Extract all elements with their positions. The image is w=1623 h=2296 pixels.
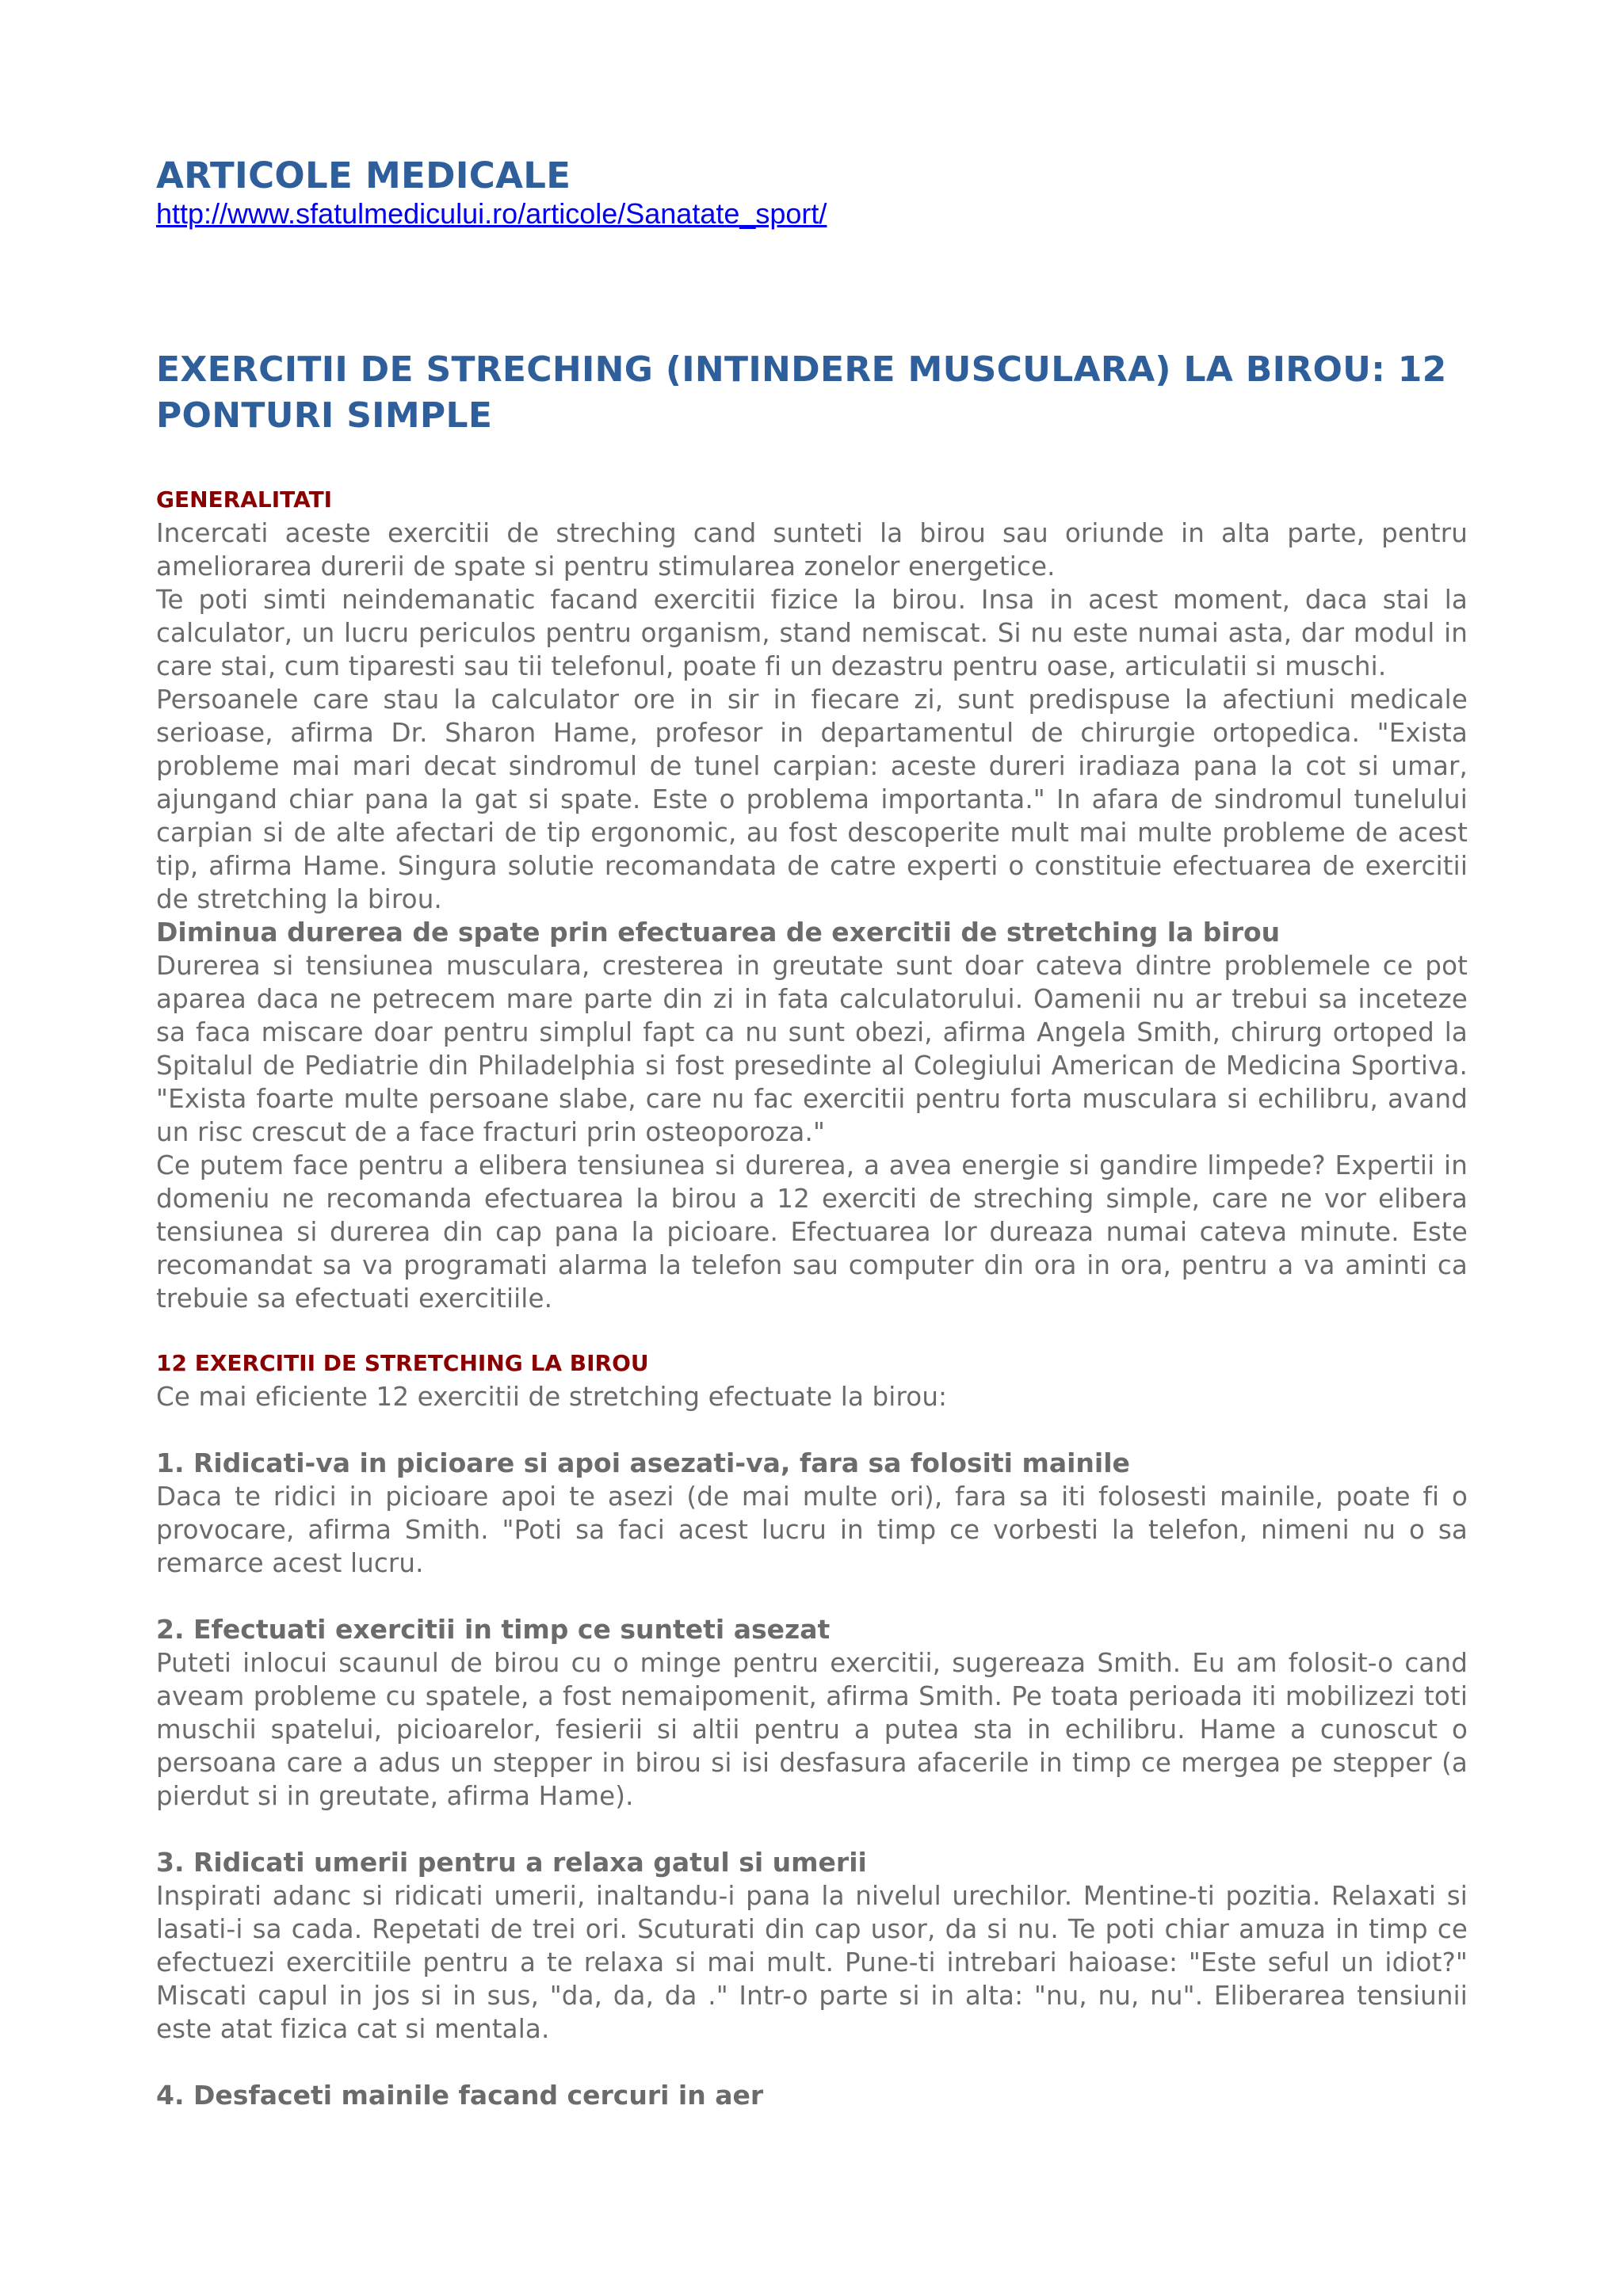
section-heading-generalitati: GENERALITATI [156,486,333,513]
paragraph: Incercati aceste exercitii de streching cand sunteti la birou sau oriunde in alta parte, pentru ameliorarea durerii de spate si pentru stimularea zonelor energetice. [156,518,1468,582]
paragraph: Te poti simti neindemanatic facand exercitii fizice la birou. Insa in acest moment, daca stai la calculator, un lucru periculos pentru organism, stand nemiscat. Si nu este numai asta, dar modul in care stai, cum tiparesti sau tii telefonul, poate fi un dezastru pentru oase, articulatii si muschi. [156,585,1468,681]
paragraph: Persoanele care stau la calculator ore in sir in fiecare zi, sunt predispuse la afectiuni medicale serioase, afirma Dr. Sharon Hame, profesor in departamentul de chirurgie ortopedica. "Exista probleme mai mari decat sindromul de tunel carpian: aceste dureri iradiaza pana la cot si umar, ajungand chiar pana la gat si spate. Este o problema importanta." In afara de sindromul tunelului carpian si de alte afectari de tip ergonomic, au fost descoperite mult mai multe probleme de acest tip, afirma Hame. Singura solutie recomandata de catre experti o constituie efectuarea de exercitii de stretching la birou. [156,685,1468,914]
exercise-title: 4. Desfaceti mainile facand cercuri in aer [156,2080,764,2111]
exercise-title: 3. Ridicati umerii pentru a relaxa gatul si umerii [156,1847,867,1878]
paragraph: Ce putem face pentru a elibera tensiunea si durerea, a avea energie si gandire limpede? Expertii in domeniu ne recomanda efectuarea la birou a 12 exerciti de streching simple, care ne vor elibera tensiunea si durerea din cap pana la picioare. Efectuarea lor dureaza numai cateva minute. Este recomandat sa va programati alarma la telefon sau computer din ora in ora, pentru a va aminti ca trebuie sa efectuati exercitiile. [156,1150,1468,1314]
site-url-link[interactable]: http://www.sfatulmedicului.ro/articole/Sanatate_sport/ [156,197,827,230]
site-title: ARTICOLE MEDICALE [156,154,571,196]
paragraph: Durerea si tensiunea musculara, cresterea in greutate sunt doar cateva dintre problemele ce pot aparea daca ne petrecem mare parte din zi in fata calculatorului. Oamenii nu ar trebui sa inceteze sa faca miscare doar pentru simplul fapt ca nu sunt obezi, afirma Angela Smith, chirurg ortoped la Spitalul de Pediatrie din Philadelphia si fost presedinte al Colegiului American de Medicina Sportiva. "Exista foarte multe persoane slabe, care nu fac exercitii pentru forta musculara si echilibru, avand un risc crescut de a face fracturi prin osteoporoza." [156,951,1468,1147]
exercise-title: 1. Ridicati-va in picioare si apoi asezati-va, fara sa folositi mainile [156,1447,1130,1478]
document-page [156,155,1468,2112]
exercise-text: Inspirati adanc si ridicati umerii, inaltandu-i pana la nivelul urechilor. Mentine-ti pozitia. Relaxati si lasati-i sa cada. Repetati de trei ori. Scuturati din cap usor, da si nu. Te poti chiar amuza in timp ce efectuezi exercitiile pentru a te relaxa si mai mult. Pune-ti intrebari haioase: "Este seful un idiot?" Miscati capul in jos si in sus, "da, da, da ." Intr-o parte si in alta: "nu, nu, nu". Eliberarea tensiunii este atat fizica cat si mentala. [156,1881,1468,2044]
article-title: EXERCITII DE STRECHING (INTINDERE MUSCULARA) LA BIROU: 12 PONTURI SIMPLE [156,349,1447,436]
exercise-title: 2. Efectuati exercitii in timp ce sunteti asezat [156,1614,831,1645]
subheading-back-pain: Diminua durerea de spate prin efectuarea de exercitii de stretching la birou [156,917,1281,948]
paragraph-intro: Ce mai eficiente 12 exercitii de stretching efectuate la birou: [156,1382,948,1412]
exercise-text: Daca te ridici in picioare apoi te asezi (de mai multe ori), fara sa iti folosesti mainile, poate fi o provocare, afirma Smith. "Poti sa faci acest lucru in timp ce vorbesti la telefon, nimeni nu o sa remarce acest lucru. [156,1482,1468,1578]
section-heading-exercitii: 12 EXERCITII DE STRETCHING LA BIROU [156,1350,649,1376]
exercise-text: Puteti inlocui scaunul de birou cu o minge pentru exercitii, sugereaza Smith. Eu am folosit-o cand aveam probleme cu spatele, a fost nemaipomenit, afirma Smith. Pe toata perioada iti mobilizezi toti muschii spatelui, picioarelor, fesierii si altii pentru a putea sta in echilibru. Hame a cunoscut o persoana care a adus un stepper in birou si isi desfasura afacerile in timp ce mergea pe stepper (a pierdut si in greutate, afirma Hame). [156,1648,1468,1811]
